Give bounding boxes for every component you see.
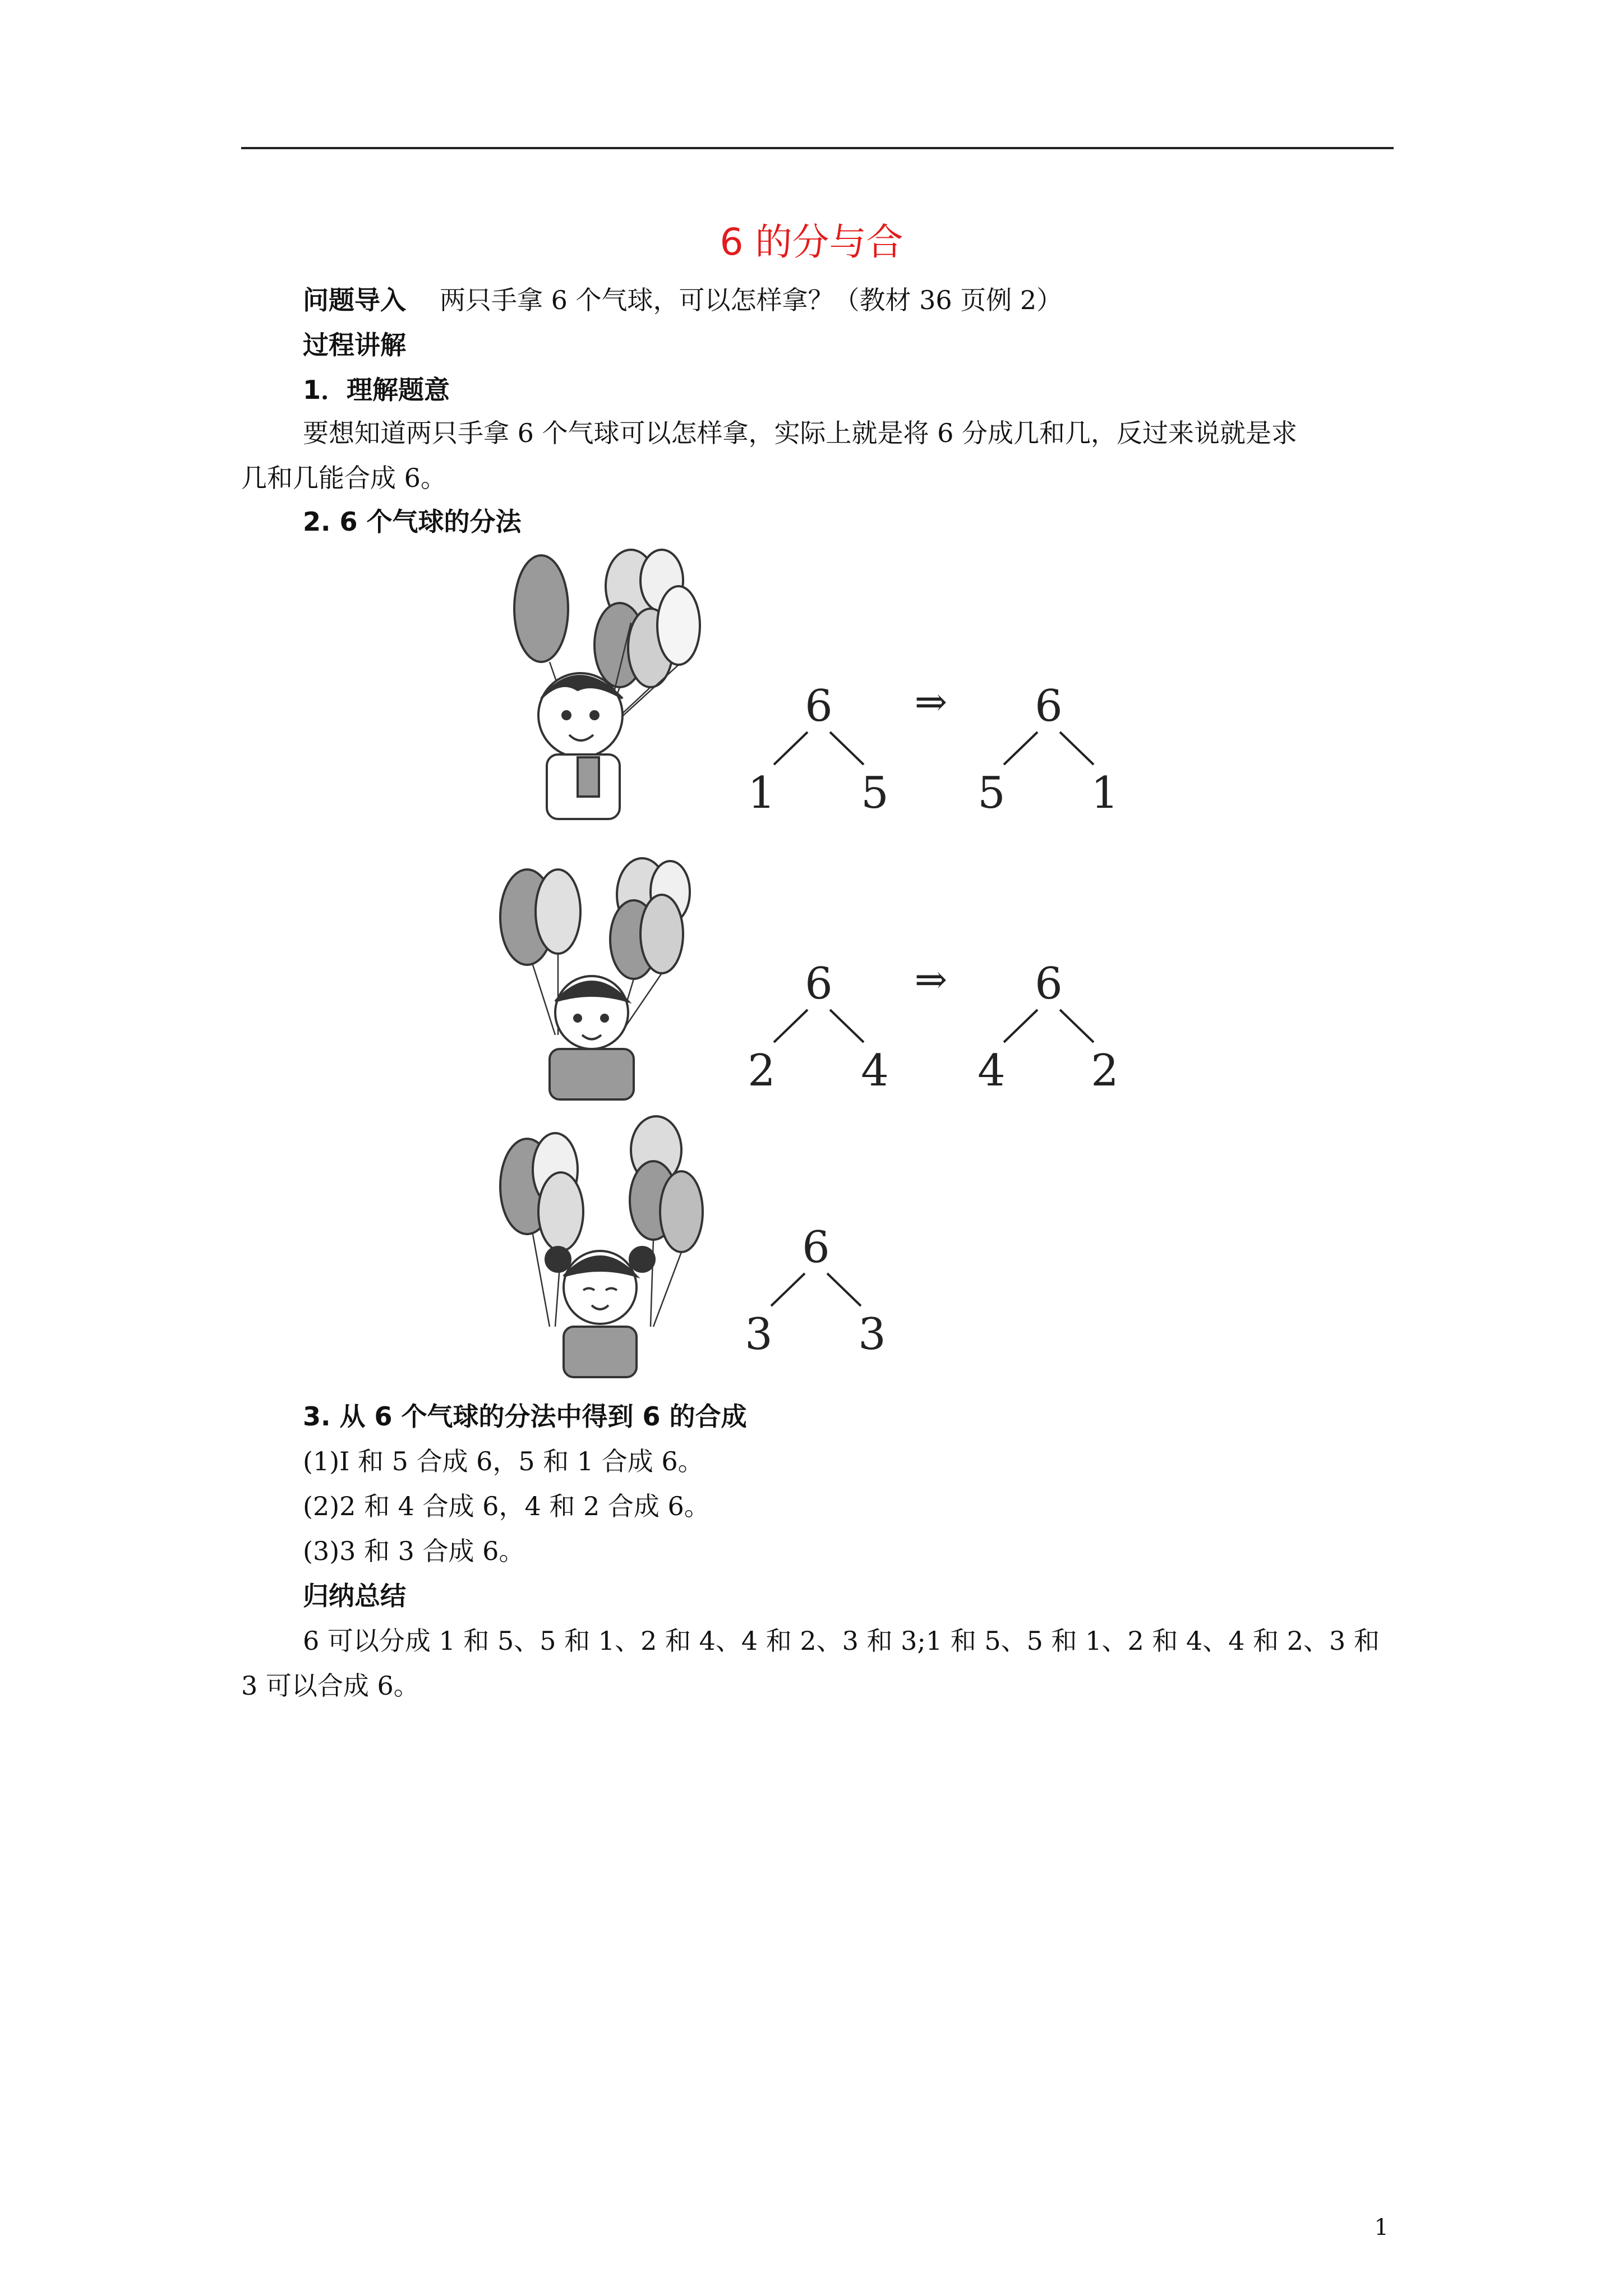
header-rule [241, 147, 1394, 149]
tree-left-part: 1 [748, 768, 776, 818]
tree-right-part: 1 [1091, 768, 1119, 818]
tree-branch-left [774, 1010, 808, 1042]
step3-title: 3. 从 6 个气球的分法中得到 6 的合成 [303, 1401, 747, 1432]
summary-label: 归纳总结 [303, 1581, 406, 1611]
tree-right-part: 5 [861, 768, 889, 818]
intro-line [303, 283, 1062, 317]
tree-whole-number: 6 [1035, 681, 1063, 731]
tree-left-part: 5 [978, 768, 1006, 818]
tree-left-part: 2 [748, 1046, 776, 1096]
split-tree-2 [748, 956, 1119, 1096]
tree-whole-number: 6 [1035, 959, 1063, 1009]
page-title: 6 的分与合 [720, 220, 903, 264]
tree-branch-left [1004, 732, 1038, 765]
intro-label: 问题导入 [303, 285, 406, 315]
tree-branch-right [830, 1010, 864, 1042]
step2-title: 2. 6 个气球的分法 [303, 507, 522, 537]
tree-branch-left [771, 1273, 805, 1306]
tree-branch-right [1060, 1010, 1094, 1042]
tree-whole-number: 6 [805, 959, 833, 1009]
step1-title: 1．理解题意 [303, 375, 450, 405]
tree-whole-number: 6 [805, 681, 833, 731]
combination-item-3: (3)3 和 3 合成 6。 [303, 1536, 525, 1566]
intro-text: 两只手拿 6 个气球，可以怎样拿？（教材 36 页例 2） [440, 285, 1063, 315]
balloon-figure-svg [494, 547, 1211, 1391]
split-tree-1 [748, 679, 1119, 818]
tree-branch-right [827, 1273, 861, 1306]
step1-text: 要想知道两只手拿 6 个气球可以怎样拿，实际上就是将 6 分成几和几，反过来说就是求 [303, 418, 1298, 448]
tree-left-part: 4 [978, 1046, 1006, 1096]
tree-whole-number: 6 [802, 1222, 830, 1273]
tree-left-part: 3 [745, 1309, 773, 1360]
tree-right-part: 4 [861, 1046, 889, 1096]
summary-text: 6 可以分成 1 和 5、5 和 1、2 和 4、4 和 2、3 和 3;1 和 5、5 和 1、2 和 4、4 和 2、3 和 [303, 1626, 1380, 1656]
balloon-figure [494, 547, 1211, 1391]
boy-illustration [514, 550, 700, 819]
page-number: 1 [1374, 2215, 1389, 2240]
arrow-symbol: ⇒ [914, 956, 948, 1002]
summary-text-continued: 3 可以合成 6。 [241, 1671, 419, 1701]
combination-item-2: (2)2 和 4 合成 6，4 和 2 合成 6。 [303, 1491, 710, 1521]
tree-right-part: 2 [1091, 1046, 1119, 1096]
process-label: 过程讲解 [303, 330, 406, 360]
tree-branch-left [774, 732, 808, 765]
tree-branch-right [1060, 732, 1094, 765]
split-tree-3 [745, 1222, 886, 1360]
step1-text-continued: 几和几能合成 6。 [241, 463, 446, 493]
tree-right-part: 3 [858, 1309, 886, 1360]
tree-branch-left [1004, 1010, 1038, 1042]
arrow-symbol: ⇒ [914, 679, 948, 725]
child-illustration [500, 858, 690, 1099]
combination-item-1: (1)I 和 5 合成 6，5 和 1 合成 6。 [303, 1446, 704, 1476]
girl-illustration [500, 1116, 703, 1377]
tree-branch-right [830, 732, 864, 765]
